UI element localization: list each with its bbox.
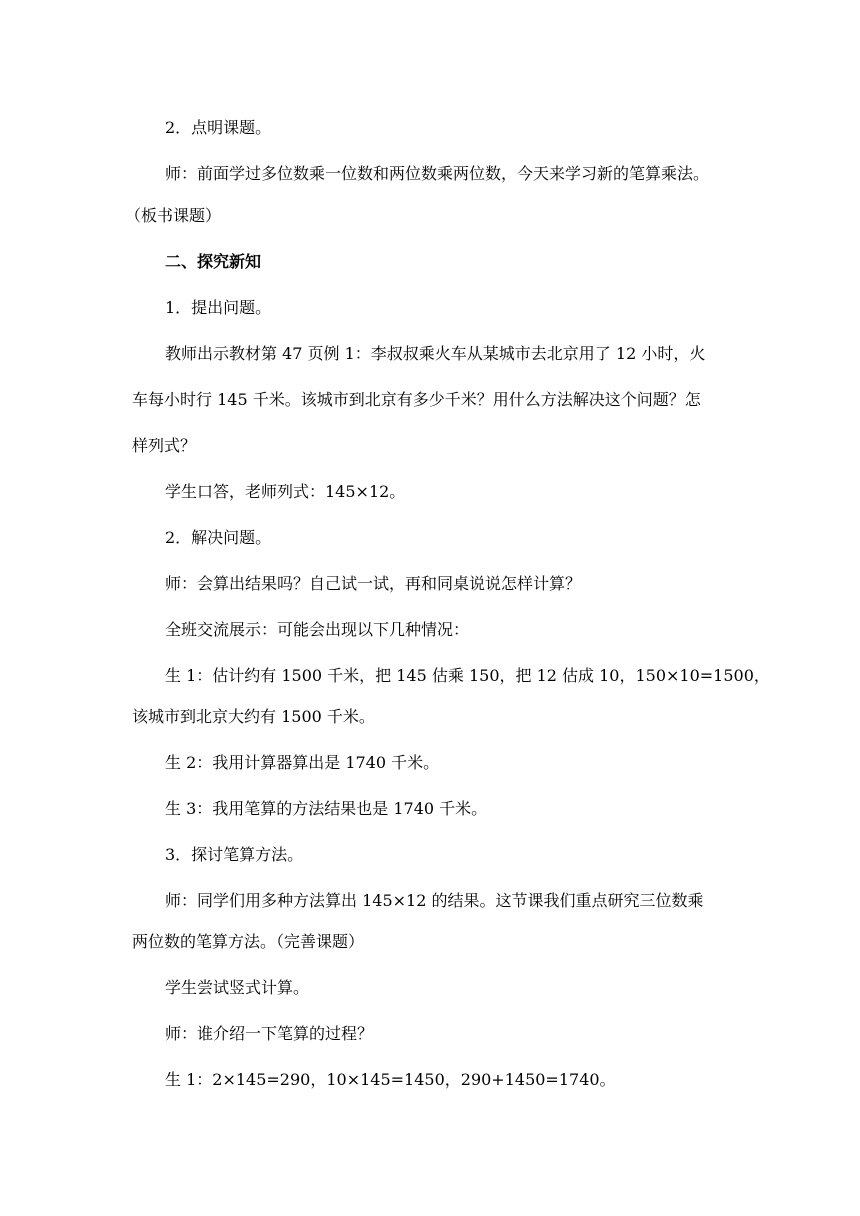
board-note: （板书课题） — [125, 206, 222, 225]
student-2-line: 生 2：我用计算器算出是 1740 千米。 — [165, 753, 440, 772]
section-item-explore-method: 3．探讨笔算方法。 — [165, 845, 304, 864]
student-1-line: 生 1：估计约有 1500 千米，把 145 估乘 150，把 12 估成 10，150×10=1500， — [165, 666, 770, 685]
section-heading: 二、探究新知 — [165, 252, 262, 271]
teacher-line: 师：会算出结果吗？自己试一试，再和同桌说说怎样计算？ — [165, 574, 582, 593]
example-line: 教师出示教材第 47 页例 1：李叔叔乘火车从某城市去北京用了 12 小时，火 — [165, 344, 706, 363]
class-share-line: 全班交流展示：可能会出现以下几种情况： — [165, 620, 470, 639]
student-3-line: 生 3：我用笔算的方法结果也是 1740 千米。 — [165, 799, 488, 818]
section-item-raise-question: 1．提出问题。 — [165, 298, 272, 317]
teacher-line: 师：同学们用多种方法算出 145×12 的结果。这节课我们重点研究三位数乘 — [165, 891, 704, 910]
student-attempt-line: 学生尝试竖式计算。 — [165, 978, 310, 997]
example-line: 车每小时行 145 千米。该城市到北京有多少千米？用什么方法解决这个问题？怎 — [132, 390, 701, 409]
teacher-line: 两位数的笔算方法。（完善课题） — [132, 932, 365, 951]
student-1-line: 该城市到北京大约有 1500 千米。 — [132, 707, 375, 726]
teacher-line: 师：谁介绍一下笔算的过程？ — [165, 1024, 374, 1043]
student-answer-line: 学生口答，老师列式：145×12。 — [165, 482, 406, 501]
section-item-point-topic: 2．点明课题。 — [165, 118, 272, 137]
example-line: 样列式？ — [132, 436, 197, 455]
section-item-solve: 2．解决问题。 — [165, 528, 272, 547]
teacher-line: 师：前面学过多位数乘一位数和两位数乘两位数，今天来学习新的笔算乘法。 — [165, 164, 710, 183]
student-1-calculation: 生 1：2×145=290，10×145=1450，290+1450=1740。 — [165, 1070, 616, 1089]
